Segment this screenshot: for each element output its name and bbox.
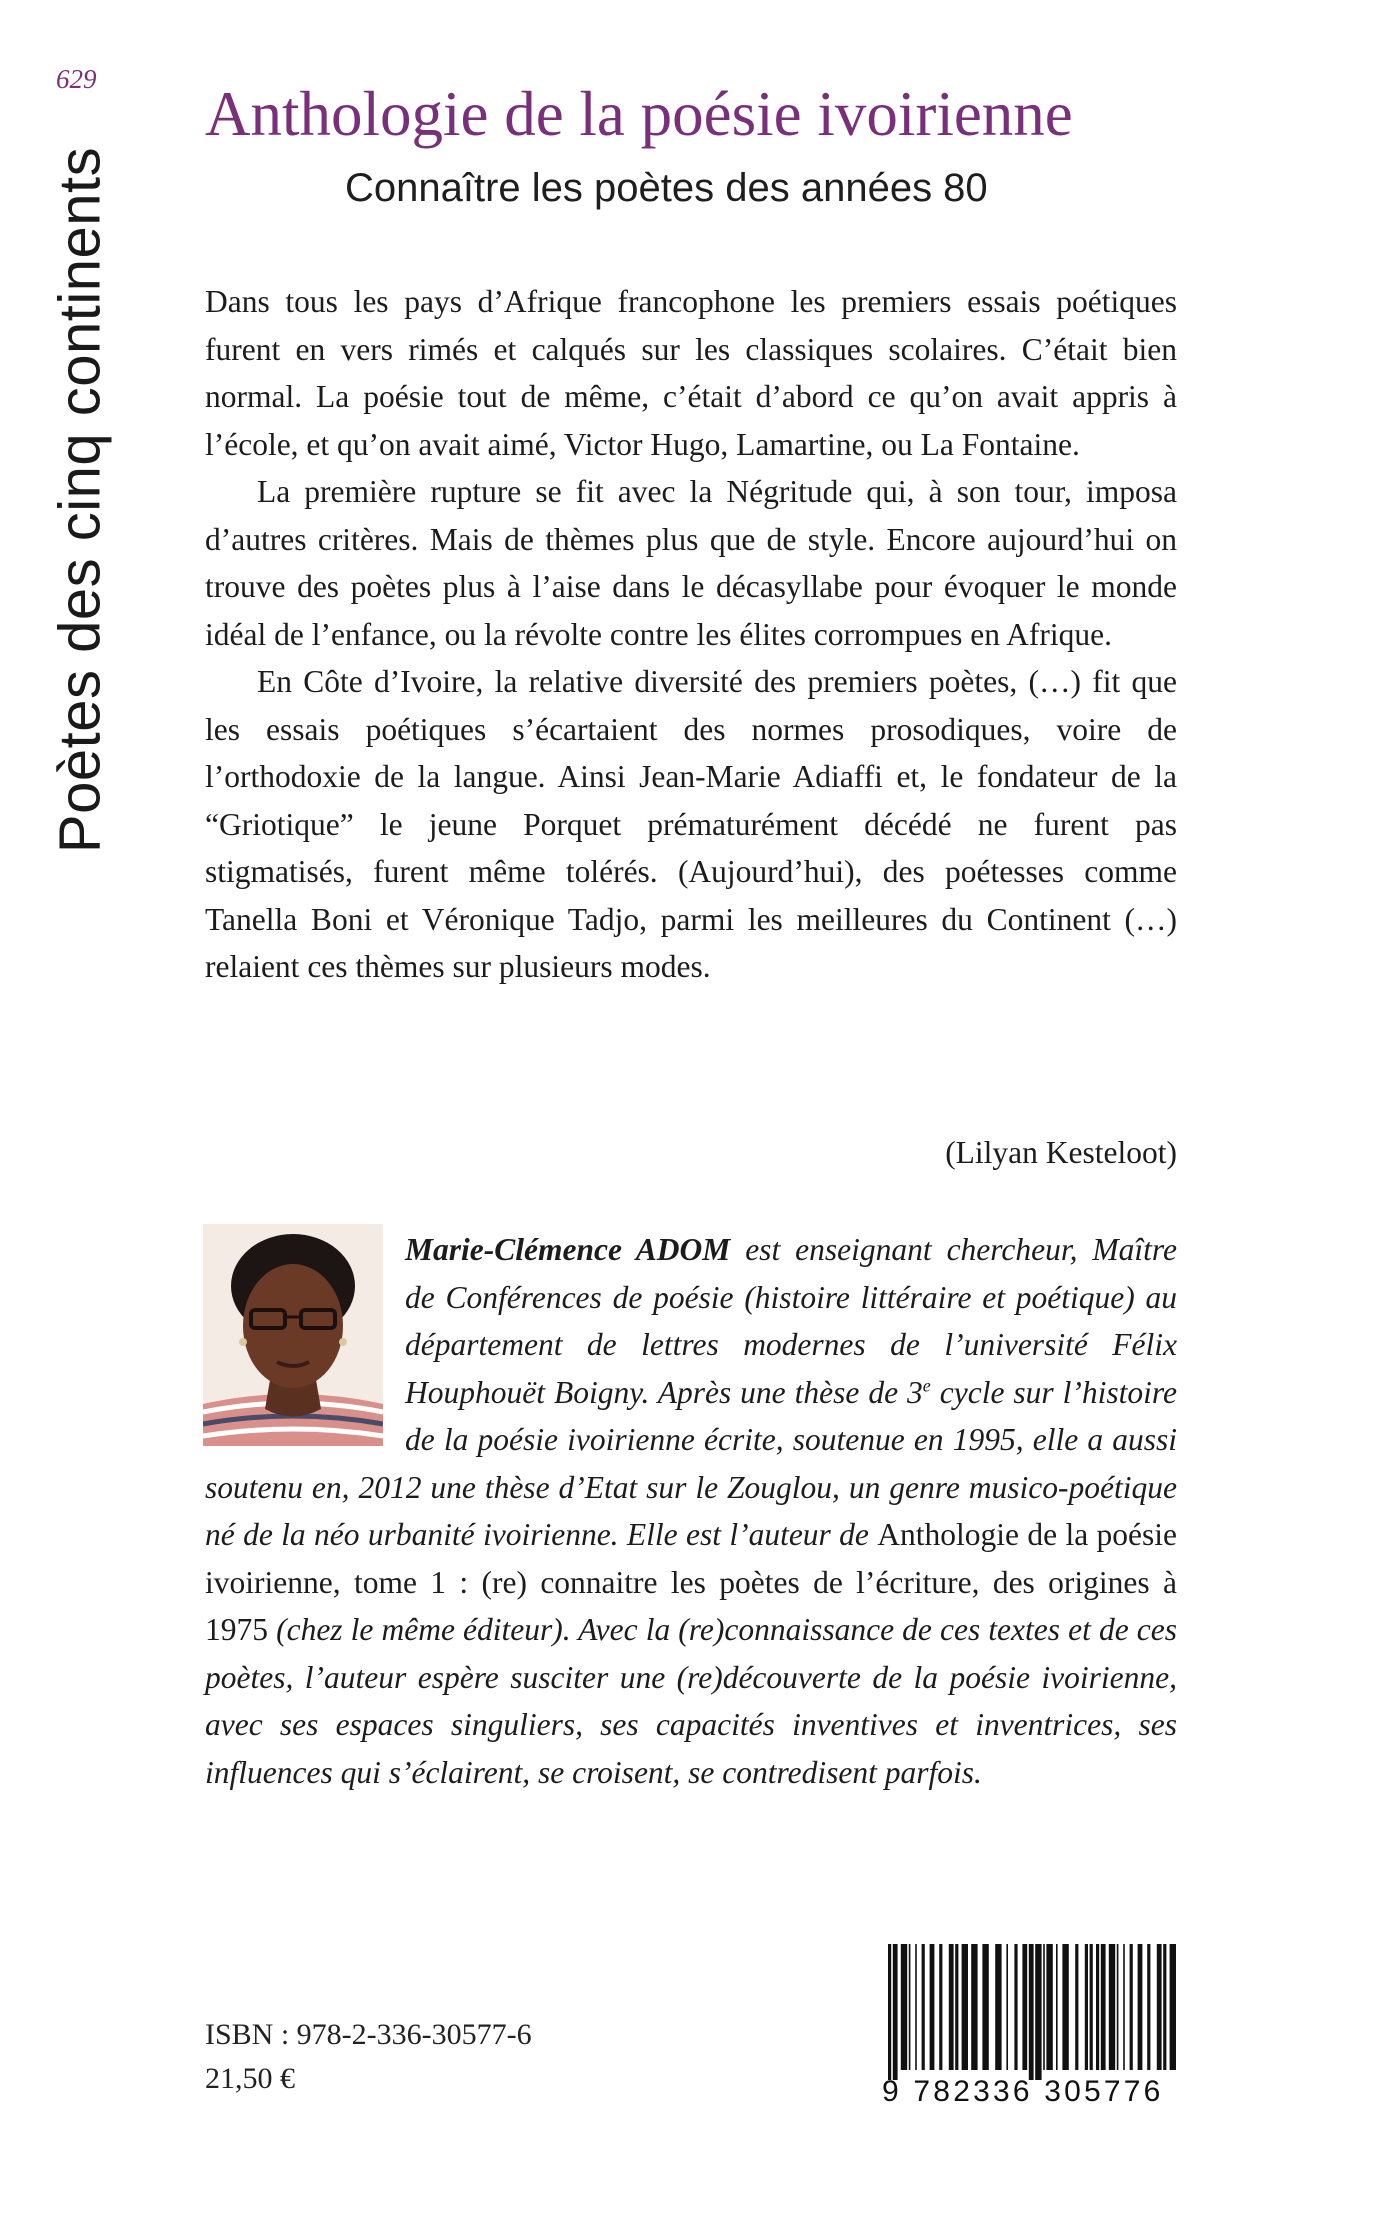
barcode-bar (955, 1944, 958, 2070)
barcode-bar (939, 1944, 942, 2070)
barcode-bar (1035, 1944, 1041, 2080)
preface-text (205, 278, 1177, 991)
author-bio (205, 1226, 1177, 1796)
barcode-bar (995, 1944, 1001, 2070)
barcode-bar (915, 1944, 917, 2070)
bio-text: cycle sur l’histoire de la poésie ivoirienne écrite, soutenue en 1995, elle a aussi soutenu en, 2012 une thèse d’Etat sur le Zouglou, un genre musico-poétique né de la néo urbanité ivoirienne. Elle est l’auteur de (205, 1374, 1177, 1552)
isbn: ISBN : 978-2-336-30577-6 (205, 2018, 532, 2051)
barcode-bar (1101, 1944, 1106, 2070)
barcode-bar (1075, 1944, 1078, 2070)
barcode-bar (888, 1944, 891, 2080)
barcode-bar (909, 1944, 911, 2070)
barcode-bar (1170, 1944, 1176, 2070)
barcode-bar (1163, 1944, 1166, 2070)
barcode-bar (1096, 1944, 1099, 2070)
series-number: 629 (56, 64, 97, 94)
preface-paragraph: La première rupture se fit avec la Négritude qui, à son tour, imposa d’autres critères. Mais de thèmes plus que de style. Encore aujourd’hui on trouve des poètes plus à l’aise dans le décasyllabe pour évoquer le monde idéal de l’enfance, ou la révolte contre les élites corrompues en Afrique. (205, 474, 1177, 652)
barcode-bar (1006, 1944, 1008, 2070)
book-title: Anthologie de la poésie ivoirienne (205, 79, 1073, 149)
barcode-bar (1022, 1944, 1027, 2070)
barcode-bar (1014, 1944, 1017, 2070)
barcode-bar (971, 1944, 977, 2070)
barcode-bar (1056, 1944, 1058, 2070)
barcode-bar (1046, 1944, 1052, 2070)
barcode-bar (1157, 1944, 1162, 2070)
barcode-bar (1029, 1944, 1034, 2080)
barcode-bar (1130, 1944, 1133, 2070)
bio-superscript: e (922, 1375, 931, 1395)
barcode-bar (1123, 1944, 1125, 2070)
barcode-bar (1085, 1944, 1088, 2070)
preface-paragraph: En Côte d’Ivoire, la relative diversité des premiers poètes, (…) fit que les essais poétiques s’écartaient des normes prosodiques, voire de l’orthodoxie de la langue. Ainsi Jean-Marie Adiaffi et, le fondateur de la “Griotique” le jeune Porquet prématurément décédé ne furent pas stigmatisés, furent même tolérés. (Aujourd’hui), des poétesses comme Tanella Boni et Véronique Tadjo, parmi les meilleures du Continent (…) relaient ces thèmes sur plusieurs modes. (205, 664, 1177, 984)
barcode-bar (962, 1944, 968, 2070)
barcode-bar (982, 1944, 988, 2070)
bio-book-reference: Anthologie de la poésie ivoirienne, tome 1 : (re) connaitre les poètes de l’écriture, des origines à 1975 (205, 1517, 1178, 1647)
bio-text: est enseignant chercheur, Maître de Conférences de poésie (histoire littéraire et poétique) au département de lettres modernes de l’université Félix Houphouët Boigny. Après une thèse de 3 (405, 1232, 1177, 1410)
barcode-bar (949, 1944, 954, 2070)
barcode-bar (930, 1944, 935, 2070)
barcode-bar (893, 1944, 898, 2080)
author-name: Marie-Clémence ADOM (405, 1232, 731, 1267)
barcode-bar (1062, 1944, 1068, 2070)
preface-paragraph: Dans tous les pays d’Afrique francophone les premiers essais poétiques furent en vers rimés et calqués sur les classiques scolaires. C’était bien normal. La poésie tout de même, c’était d’abord ce qu’on avait appris à l’école, et qu’on avait aimé, Victor Hugo, Lamartine, ou La Fontaine. (205, 284, 1177, 462)
barcode-bar (922, 1944, 925, 2070)
barcode-bar (1117, 1944, 1119, 2070)
barcode-bar (901, 1944, 907, 2070)
series-spine (40, 140, 120, 860)
book-subtitle: Connaître les poètes des années 80 (345, 166, 988, 210)
barcode-bar (1043, 1944, 1045, 2070)
barcode-bar (1147, 1944, 1150, 2070)
price: 21,50 € (205, 2062, 295, 2095)
bio-text: (chez le même éditeur). Avec la (re)connaissance de ces textes et de ces poètes, l’auteur espère susciter une (re)découverte de la poésie ivoirienne, avec ses espaces singuliers, ses capacités inventives et inventrices, ses influences qui s’éclairent, se croisent, se contredisent parfois. (205, 1612, 1177, 1790)
barcode-number: 9 782336 305776 (882, 2075, 1164, 2108)
photo-float-spacer (205, 1226, 405, 1462)
barcode-bar (1090, 1944, 1093, 2070)
series-name: Poètes des cinq continents (47, 146, 113, 854)
barcode-bar (1109, 1944, 1115, 2070)
barcode (884, 1944, 1184, 2080)
preface-attribution: (Lilyan Kesteloot) (945, 1135, 1177, 1170)
barcode-bar (1138, 1944, 1143, 2070)
